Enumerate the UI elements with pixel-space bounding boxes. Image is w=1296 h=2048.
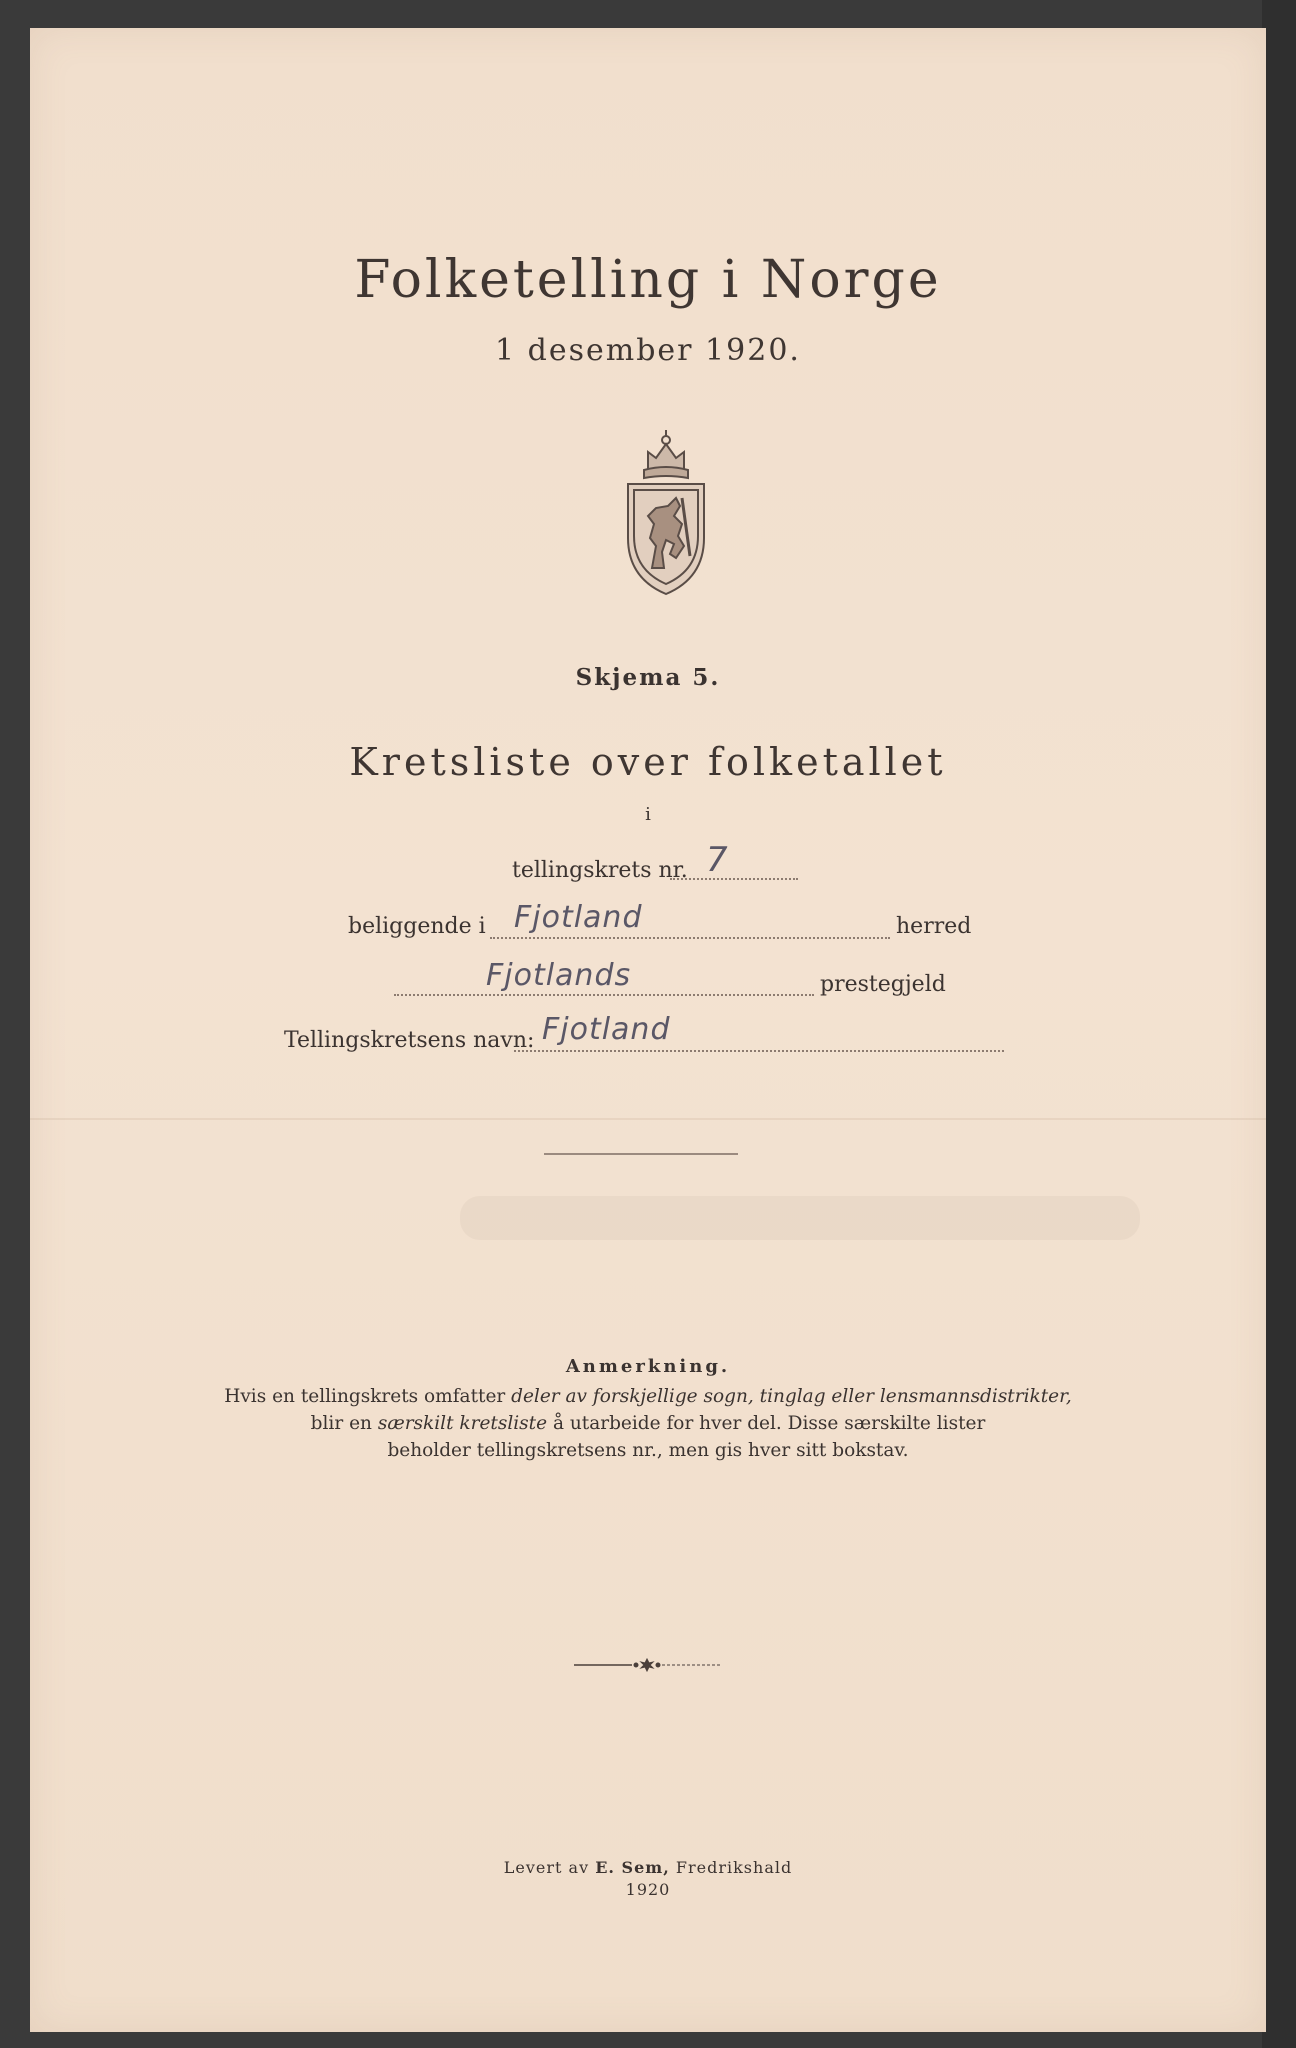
norwegian-coat-of-arms-icon: [618, 428, 714, 596]
krets-navn-line: [514, 1050, 1004, 1052]
krets-navn-label: Tellingskretsens navn:: [284, 1028, 535, 1053]
note-line-1-text: Hvis en tellingskrets omfatter: [224, 1386, 512, 1407]
note-line-2: [30, 1413, 1266, 1434]
beliggende-value: Fjotland: [514, 900, 643, 935]
printer-prefix: Levert av: [503, 1858, 596, 1877]
prestegjeld-line: [394, 994, 814, 996]
printer-credit: [30, 1858, 1266, 1877]
tellingskrets-value: 7: [706, 840, 729, 880]
prestegjeld-value: Fjotlands: [486, 958, 632, 993]
printer-year: 1920: [625, 1880, 671, 1899]
form-title: Kretsliste over folketallet: [349, 740, 947, 784]
krets-navn-value: Fjotland: [542, 1012, 671, 1047]
faint-bleed-through: [460, 1196, 1140, 1240]
note-line-3: beholder tellingskretsens nr., men gis hver sitt bokstav.: [387, 1440, 909, 1461]
note-heading: Anmerkning.: [565, 1356, 731, 1377]
note-line-2-italic: særskilt kretsliste: [377, 1413, 548, 1434]
paper-fold: [30, 1118, 1266, 1120]
printer-name: E. Sem,: [595, 1858, 670, 1877]
preposition-text: i: [645, 804, 651, 825]
prestegjeld-label: prestegjeld: [820, 972, 946, 997]
schema-number: Skjema 5.: [575, 664, 721, 691]
star-ornament-icon: [572, 1658, 722, 1672]
note-line-1: [30, 1386, 1266, 1407]
beliggende-line: [490, 937, 890, 939]
census-form-page: [30, 28, 1266, 2032]
note-line-2-rest: å utarbeide for hver del. Disse særskilte lister: [547, 1413, 986, 1434]
scan-edge: [1262, 0, 1296, 2048]
tellingskrets-line: [670, 878, 798, 880]
page-title: Folketelling i Norge: [354, 250, 942, 310]
herred-label: herred: [896, 914, 972, 939]
census-date: 1 desember 1920.: [495, 333, 801, 368]
note-line-1-italic: deler av forskjellige sogn, tinglag eller lensmannsdistrikter,: [511, 1386, 1072, 1407]
tellingskrets-label: tellingskrets nr.: [512, 858, 688, 883]
beliggende-label: beliggende i: [348, 914, 486, 939]
divider-rule: [544, 1153, 738, 1155]
note-line-2-text: blir en: [310, 1413, 378, 1434]
printer-place: Fredrikshald: [669, 1858, 793, 1877]
